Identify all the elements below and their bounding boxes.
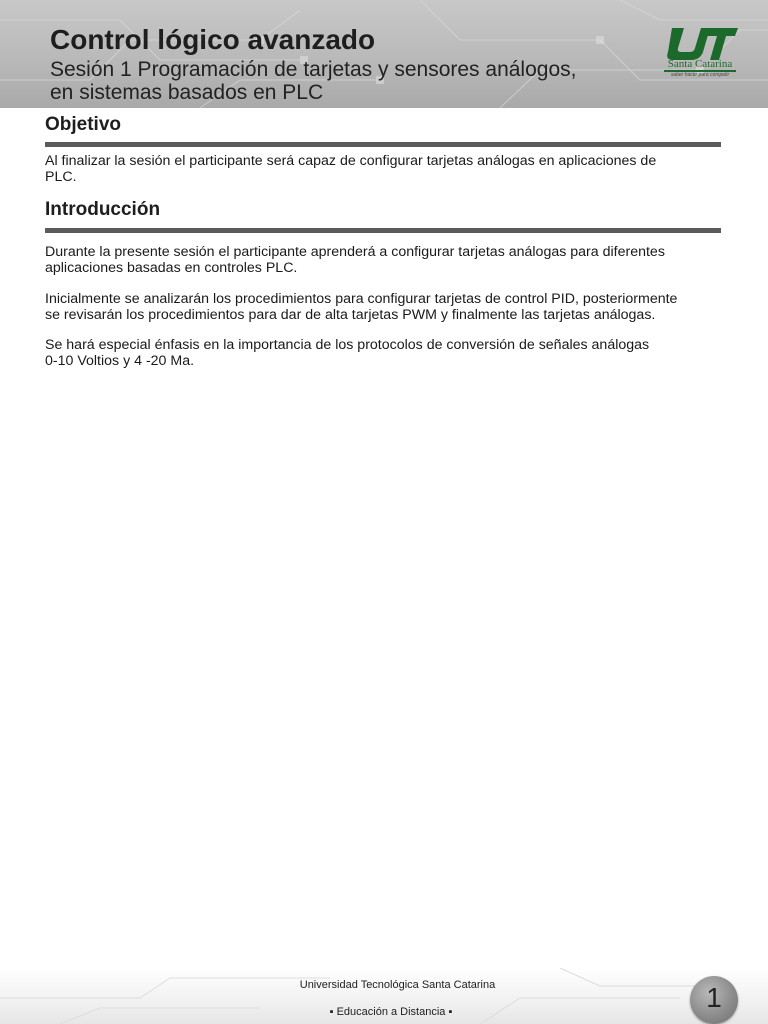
text-line: se revisarán los procedimientos para dar de alta tarjetas PWM y finalmente las tarjetas análogas. (45, 307, 656, 323)
text-line: aplicaciones basadas en controles PLC. (45, 260, 298, 276)
subtitle-line: en sistemas basados en PLC (50, 81, 324, 104)
logo-tagline: saber hacer para competir (670, 72, 730, 78)
intro-paragraph (45, 291, 725, 323)
text-line: PLC. (45, 169, 77, 185)
text-line: Se hará especial énfasis en la importancia de los protocolos de conversión de señales análogas (45, 337, 650, 353)
text-line: Al finalizar la sesión el participante será capaz de configurar tarjetas análogas en aplicaciones de (45, 153, 657, 169)
page-title: Control lógico avanzado (50, 24, 376, 55)
section-heading-introduccion: Introducción (45, 199, 161, 220)
subtitle-line: Sesión 1 Programación de tarjetas y sensores análogos, (50, 58, 577, 81)
intro-paragraph (45, 337, 725, 369)
logo-name: Santa Catarina (667, 58, 733, 70)
text-line: 0-10 Voltios y 4 -20 Ma. (45, 353, 195, 369)
text-line: Inicialmente se analizarán los procedimientos para configurar tarjetas de control PID, posteriormente (45, 291, 678, 307)
text-line: Durante la presente sesión el participante aprenderá a configurar tarjetas análogas para diferentes (45, 244, 665, 260)
footer-education: ▪ Educación a Distancia ▪ (329, 1006, 453, 1018)
section-heading-objetivo: Objetivo (45, 114, 122, 135)
footer-university: Universidad Tecnológica Santa Catarina (299, 979, 496, 991)
page-subtitle (50, 58, 650, 104)
section-rule (45, 228, 721, 233)
objetivo-paragraph (45, 153, 725, 185)
page-number: 1 (706, 982, 722, 1013)
section-rule (45, 142, 721, 147)
intro-paragraph (45, 244, 725, 276)
